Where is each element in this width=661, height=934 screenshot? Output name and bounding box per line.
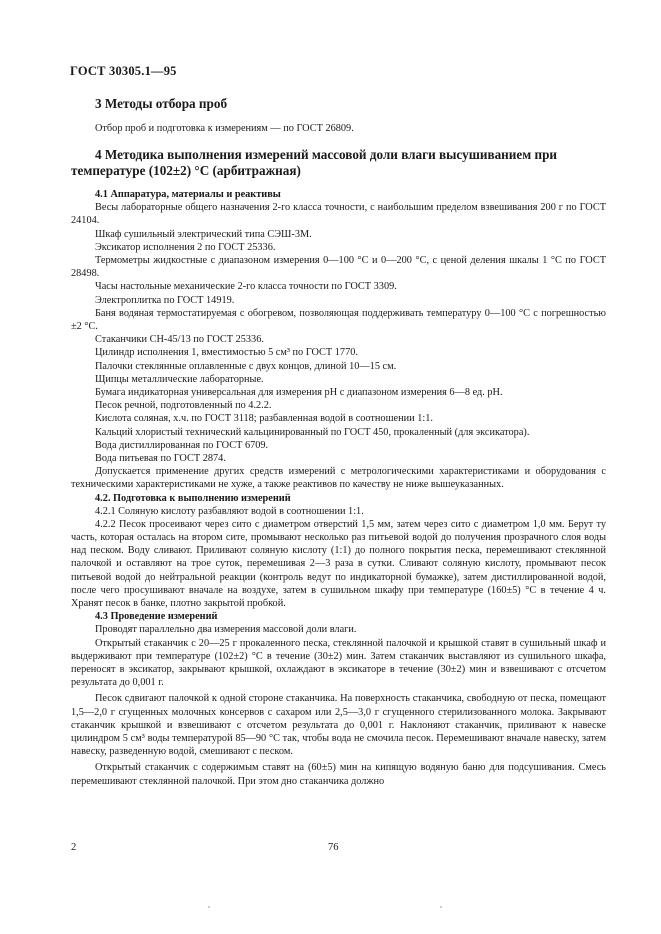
paragraph: Шкаф сушильный электрический типа СЭШ-3М.	[95, 228, 312, 240]
section-4-title: 4 Методика выполнения измерений массовой доли влаги высушиванием при температуре (102±2) °С (арбитражная)	[71, 147, 558, 179]
paragraph: Весы лабораторные общего назначения 2-го класса точности, с наибольшим пределом взвешивания 200 г по ГОСТ 24104.	[71, 202, 606, 227]
section-3-title: 3 Методы отбора проб	[95, 96, 228, 111]
page-number-center: 76	[328, 842, 339, 853]
paragraph: Кислота соляная, х.ч. по ГОСТ 3118; разбавленная водой в соотношении 1:1.	[95, 413, 433, 425]
paragraph: Палочки стеклянные оплавленные с двух концов, длиной 10—15 см.	[95, 360, 397, 372]
paragraph: 4.2.2 Песок просеивают через сито с диаметром отверстий 1,5 мм, затем через сито с диаметром 1,0 мм. Берут ту часть, которая осталась на втором сите, промывают несколько раз питьевой водой до получения прозрачного слоя воды над песком. Воду сливают. Приливают соляную кислоту (1:1) до полного покрытия песка, перемешивают стеклянной палочкой и оставляют на трое суток, перемешивая 2—3 раза в сутки. Сливают соляную кислоту, промывают песок питьевой водой до нейтральной реакции (контроль ведут по индикаторной бумажке), затем дистиллированной водой, после чего просушивают вначале на воздухе, затем в сушильном шкафу при температуре (160±5) °С в течение 4 ч. Хранят песок в банке, плотно закрытой пробкой.	[71, 518, 606, 610]
paragraph: Термометры жидкостные с диапазоном измерения 0—100 °С и 0—200 °С, с ценой деления шкалы 1 °С по ГОСТ 28498.	[71, 255, 606, 280]
paragraph: Электроплитка по ГОСТ 14919.	[95, 294, 235, 306]
paragraph: Бумага индикаторная универсальная для измерения рН с диапазоном измерения 6—8 ед. рН.	[95, 387, 503, 399]
paragraph: 4.2.1 Соляную кислоту разбавляют водой в соотношении 1:1.	[95, 505, 364, 517]
section-4-2-list	[71, 505, 606, 611]
paragraph: Допускается применение других средств измерений с метрологическими характеристиками и оборудования с техническими характеристиками не хуже, а также реактивов по качеству не ниже вышеуказанных.	[71, 466, 606, 491]
paragraph: Открытый стаканчик с 20—25 г прокаленного песка, стеклянной палочкой и крышкой ставят в сушильный шкаф и выдерживают при температуре (102±2) °С в течение (30±2) мин. Затем стаканчик выставляют из сушильного шкафа, переносят в эксикатор, закрывают крышкой, охлаждают в эксикаторе в течение (30±2) мин и взвешивают с отсчетом результата до 0,001 г.	[71, 637, 606, 689]
paragraph: Щипцы металлические лабораторные.	[95, 373, 264, 385]
document-body	[71, 96, 606, 788]
paragraph: Открытый стаканчик с содержимым ставят на (60±5) мин на кипящую водяную баню для подсушивания. Смесь перемешивают стеклянной палочкой. При этом дно стаканчика должно	[71, 762, 606, 787]
paragraph: Проводят параллельно два измерения массовой доли влаги.	[95, 624, 357, 636]
document-header: ГОСТ 30305.1—95	[70, 64, 177, 78]
section-3-text: Отбор проб и подготовка к измерениям — по ГОСТ 26809.	[95, 123, 354, 134]
page-number-left: 2	[71, 842, 77, 853]
paragraph: Часы настольные механические 2-го класса точности по ГОСТ 3309.	[95, 281, 397, 293]
section-4-1-title: 4.1 Аппаратура, материалы и реактивы	[95, 189, 281, 201]
section-4-2-title: 4.2. Подготовка к выполнению измерений	[95, 492, 291, 504]
section-4-1-list	[71, 201, 606, 491]
paragraph: Вода дистиллированная по ГОСТ 6709.	[95, 439, 269, 451]
paragraph: Стаканчики СН-45/13 по ГОСТ 25336.	[95, 334, 264, 346]
paragraph: Эксикатор исполнения 2 по ГОСТ 25336.	[95, 241, 276, 253]
section-4-3-title: 4.3 Проведение измерений	[95, 611, 218, 623]
paragraph: Песок сдвигают палочкой к одной стороне стаканчика. На поверхность стаканчика, свободную от песка, помещают 1,5—2,0 г сгущенных молочных консервов с сахаром или 2,5—3,0 г сгущенного стерилизованного молока. Закрывают стаканчик крышкой и взвешивают с отсчетом результата до 0,001 г. Наклоняют стаканчик, приливают к навеске цилиндром 5 см³ воды температурой 85—90 °С так, чтобы вода не смочила песок. Перемешивают вначале навеску, затем навеску, разведенную водой, смешивают с песком.	[71, 693, 606, 758]
paragraph: Песок речной, подготовленный по 4.2.2.	[95, 400, 272, 412]
paragraph: Вода питьевая по ГОСТ 2874.	[95, 453, 226, 465]
paragraph: Кальций хлористый технический кальцинированный по ГОСТ 450, прокаленный (для эксикатора).	[95, 426, 530, 438]
paragraph: Цилиндр исполнения 1, вместимостью 5 см³ по ГОСТ 1770.	[95, 347, 358, 359]
scan-speck	[208, 906, 210, 908]
paragraph: Баня водяная термостатируемая с обогревом, позволяющая поддерживать температуру 0—100 °С с погрешностью ±2 °С.	[71, 307, 606, 333]
scan-speck	[440, 906, 442, 908]
section-4-3-list	[71, 623, 606, 787]
